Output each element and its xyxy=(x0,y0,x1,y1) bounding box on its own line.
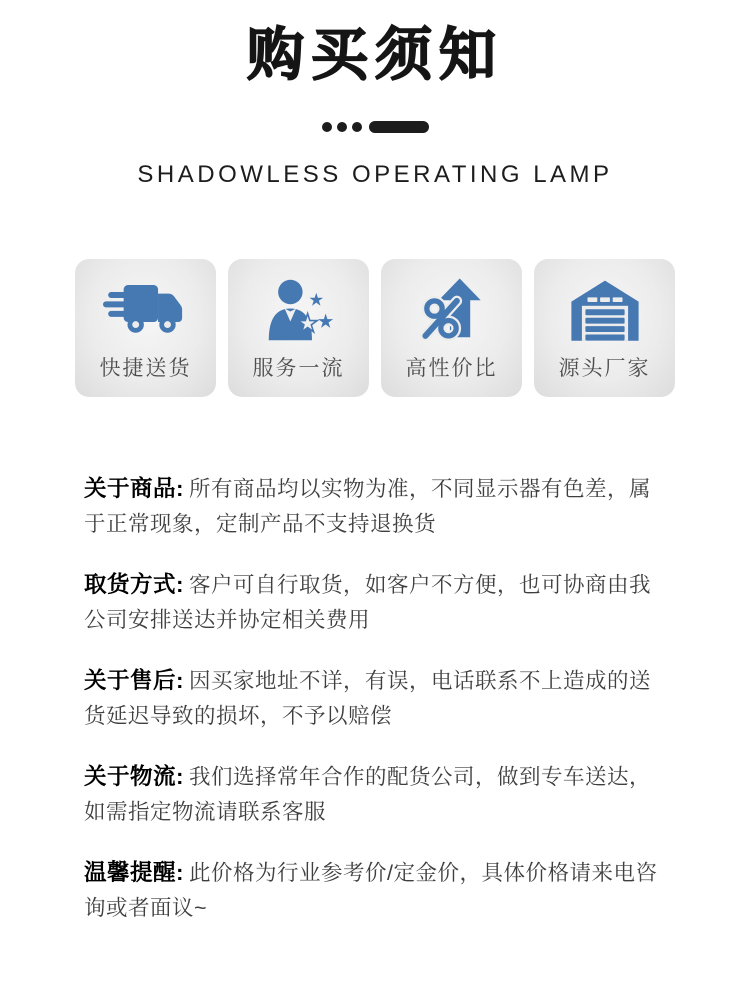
feature-label: 源头厂家 xyxy=(558,356,651,380)
notice-text: 我们选择常年合作的配货公司，做到专车送达，如需指定物流请联系客服 xyxy=(84,764,652,824)
divider xyxy=(0,121,750,133)
notice-label: 关于商品: xyxy=(84,475,184,501)
notice-after-sales xyxy=(84,663,666,734)
feature-label: 高性价比 xyxy=(405,356,498,380)
notice-list xyxy=(0,471,750,926)
notice-text: 因买家地址不详，有误，电话联系不上造成的送货延迟导致的损坏，不予以赔偿 xyxy=(84,668,652,728)
notice-text: 所有商品均以实物为准，不同显示器有色差，属于正常现象，定制产品不支持退换货 xyxy=(84,476,652,536)
notice-pickup-method xyxy=(84,567,666,638)
page-title: 购买须知 xyxy=(247,23,503,87)
notice-text: 客户可自行取货，如客户不方便，也可协商由我公司安排送达并协定相关费用 xyxy=(84,572,652,632)
notice-label: 取货方式: xyxy=(84,571,184,597)
delivery-truck-icon xyxy=(103,259,189,352)
divider-bar-icon xyxy=(369,121,429,133)
notice-text: 此价格为行业参考价/定金价，具体价格请来电咨询或者面议~ xyxy=(84,860,658,920)
feature-label: 快捷送货 xyxy=(99,356,192,380)
header xyxy=(0,0,750,189)
feature-card-source-factory xyxy=(534,259,675,397)
feature-card-high-value xyxy=(381,259,522,397)
feature-cards-row xyxy=(0,259,750,397)
notice-label: 关于售后: xyxy=(84,667,184,693)
subtitle: SHADOWLESS OPERATING LAMP xyxy=(137,160,613,188)
service-person-stars-icon xyxy=(263,259,335,352)
notice-reminder xyxy=(84,855,666,926)
notice-about-product xyxy=(84,471,666,542)
notice-label: 温馨提醒: xyxy=(84,859,184,885)
factory-warehouse-icon xyxy=(570,259,640,352)
notice-logistics xyxy=(84,759,666,830)
feature-card-top-service xyxy=(228,259,369,397)
divider-dot-icon xyxy=(352,122,362,132)
notice-label: 关于物流: xyxy=(84,763,184,789)
divider-dot-icon xyxy=(337,122,347,132)
feature-label: 服务一流 xyxy=(252,356,345,380)
feature-card-fast-delivery xyxy=(75,259,216,397)
percent-up-arrow-icon xyxy=(417,259,487,352)
divider-dot-icon xyxy=(322,122,332,132)
